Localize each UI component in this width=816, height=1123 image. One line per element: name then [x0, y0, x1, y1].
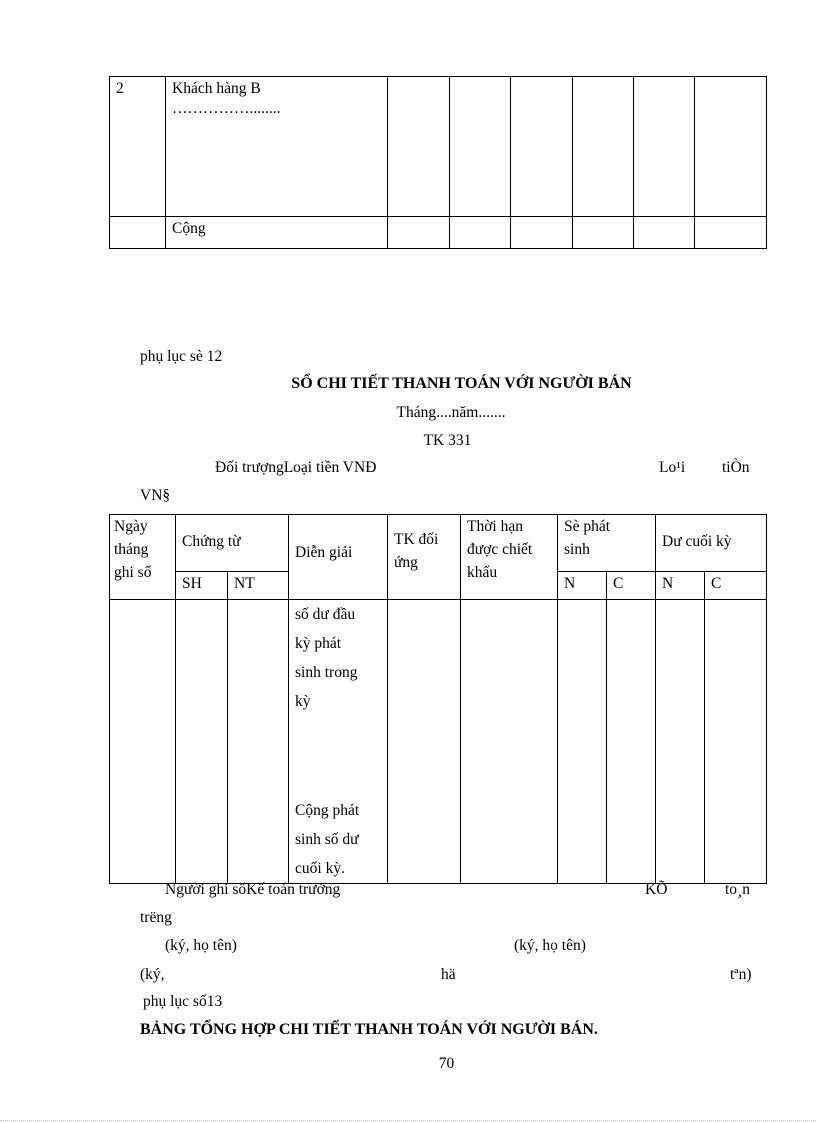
appendix-12-label: phụ lục sè 12	[140, 348, 223, 365]
header-arising: Sè phát sinh	[558, 515, 656, 572]
signature-treng: trëng	[140, 909, 172, 926]
header-arising-n: N	[558, 572, 607, 600]
header-balance-n: N	[656, 572, 705, 600]
sign-ky: (ký,	[140, 966, 165, 983]
desc-close-3: cuối kỳ.	[295, 860, 345, 877]
currency-garbled-3: VN§	[140, 487, 171, 504]
row-number: 2	[116, 80, 124, 97]
appendix-12-title: SỔ CHI TIẾT THANH TOÁN VỚI NGƯỜI BÁN	[291, 375, 632, 392]
month-year-line: Tháng....năm.......	[396, 404, 506, 421]
row-number-cell	[110, 77, 166, 217]
desc-close-2: sinh số dư	[295, 831, 359, 848]
header-discount-term: Thời hạn được chiết khấu	[461, 515, 558, 600]
header-arising-c: C	[607, 572, 656, 600]
appendix-13-label: phụ lục số13	[143, 993, 223, 1010]
account-code: TK 331	[423, 432, 472, 449]
supplier-ledger-table	[109, 514, 767, 884]
object-currency-line: Đối trượngLoại tiền VNĐ	[215, 459, 377, 476]
customer-name: Khách hàng B	[172, 80, 261, 97]
desc-open-1: số dư đầu	[295, 606, 356, 623]
sign-tan: tªn)	[730, 966, 752, 983]
signature-right-2: to¸n	[725, 881, 750, 898]
page-number: 70	[438, 1055, 455, 1072]
currency-garbled-1: Lo¹i	[659, 459, 686, 476]
header-ending-balance: Dư cuối kỳ	[656, 515, 767, 572]
total-cell	[166, 217, 388, 249]
customer-cell	[166, 77, 388, 217]
header-voucher: Chứng từ	[176, 515, 289, 572]
header-date: Ngày tháng ghi sổ	[110, 515, 176, 600]
sign-instruction-left: (ký, họ tên)	[165, 937, 237, 954]
receivables-table-fragment	[109, 76, 767, 249]
desc-open-3: sinh trong	[295, 664, 358, 681]
desc-open-4: kỳ	[295, 693, 311, 710]
sign-ha: hä	[441, 966, 456, 983]
header-description: Diễn giải	[289, 515, 388, 600]
header-counter-account: TK đối ứng	[388, 515, 461, 600]
currency-garbled-2: tiÒn	[722, 459, 750, 476]
signature-left: Người ghi sổKế toán trưởng	[165, 881, 341, 898]
header-sh: SH	[176, 572, 228, 600]
header-nt: NT	[228, 572, 289, 600]
desc-close-1: Cộng phát	[295, 802, 360, 819]
page-bottom-border	[0, 1120, 816, 1121]
desc-open-2: kỳ phát	[295, 635, 342, 652]
total-label: Cộng	[172, 220, 206, 237]
header-balance-c: C	[705, 572, 767, 600]
sign-instruction-mid: (ký, họ tên)	[514, 937, 586, 954]
appendix-13-title: BẢNG TỔNG HỢP CHI TIẾT THANH TOÁN VỚI NGƯỜI BÁN.	[140, 1021, 598, 1038]
signature-right-1: KÕ	[645, 881, 668, 898]
customer-dots: ……………........	[172, 100, 281, 117]
description-cell	[289, 600, 388, 884]
